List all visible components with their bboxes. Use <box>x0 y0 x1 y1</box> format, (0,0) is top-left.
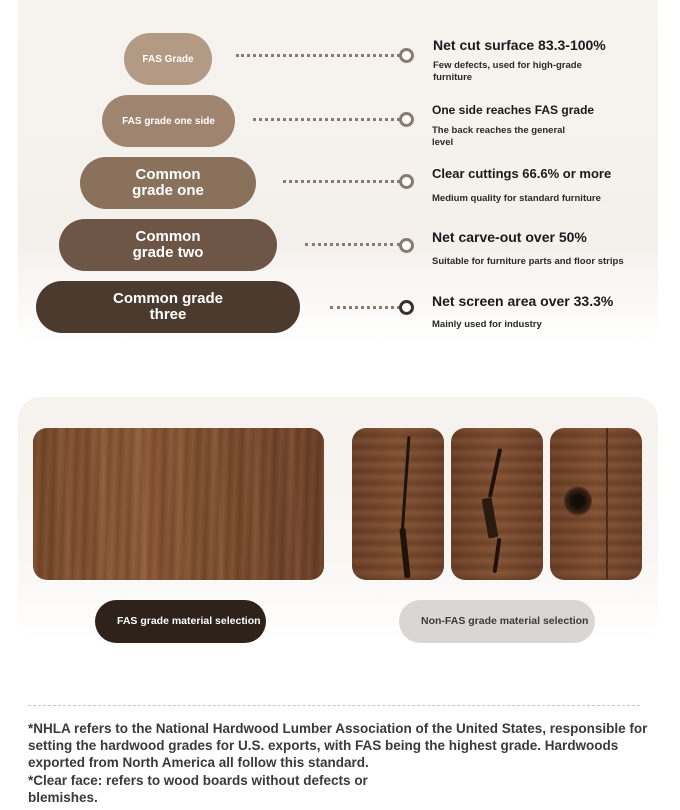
grade-title: Net carve-out over 50% <box>432 229 587 245</box>
bullet-ring-icon <box>399 48 414 63</box>
non-fas-wood-sample-split-image <box>451 428 543 580</box>
grade-description: Medium quality for standard furniture <box>432 193 601 204</box>
grade-description: The back reaches the general level <box>432 125 566 148</box>
connector-dots <box>253 118 400 121</box>
bullet-ring-icon <box>399 112 414 127</box>
grade-title: Clear cuttings 66.6% or more <box>432 166 612 181</box>
grade-pill-common-one: Common grade one <box>80 157 256 209</box>
fas-wood-sample-image <box>33 428 324 580</box>
grade-pill-fas-one-side: FAS grade one side <box>102 95 235 147</box>
fas-selection-label: FAS grade material selection <box>95 600 266 643</box>
grade-description: Suitable for furniture parts and floor strips <box>432 256 624 267</box>
grade-title: Net screen area over 33.3% <box>432 293 614 309</box>
bullet-ring-icon <box>399 300 414 315</box>
connector-dots <box>283 180 400 183</box>
grade-pill-common-two: Common grade two <box>59 219 277 271</box>
grade-title: Net cut surface 83.3-100% <box>433 37 606 53</box>
non-fas-selection-label: Non-FAS grade material selection <box>399 600 595 643</box>
grade-title: One side reaches FAS grade <box>432 103 595 117</box>
clear-face-footnote: *Clear face: refers to wood boards without defects or blemishes. <box>28 773 368 805</box>
grade-pill-common-three: Common grade three <box>36 281 300 333</box>
non-fas-wood-sample-crack-image <box>352 428 444 580</box>
non-fas-wood-sample-knot-image <box>550 428 642 580</box>
grade-description: Few defects, used for high-grade furniture <box>433 60 582 83</box>
connector-dots <box>330 306 400 309</box>
connector-dots <box>236 54 400 57</box>
connector-dots <box>305 243 400 246</box>
bullet-ring-icon <box>399 238 414 253</box>
grade-pill-fas: FAS Grade <box>124 33 212 85</box>
bullet-ring-icon <box>399 174 414 189</box>
section-divider <box>28 705 640 706</box>
grade-description: Mainly used for industry <box>432 319 542 330</box>
nhla-footnote: *NHLA refers to the National Hardwood Lumber Association of the United States, responsible for setting the hardwood grades for U.S. exports, with FAS being the highest grade. Hardwoods exported from North America all follow this standard. <box>28 721 648 770</box>
